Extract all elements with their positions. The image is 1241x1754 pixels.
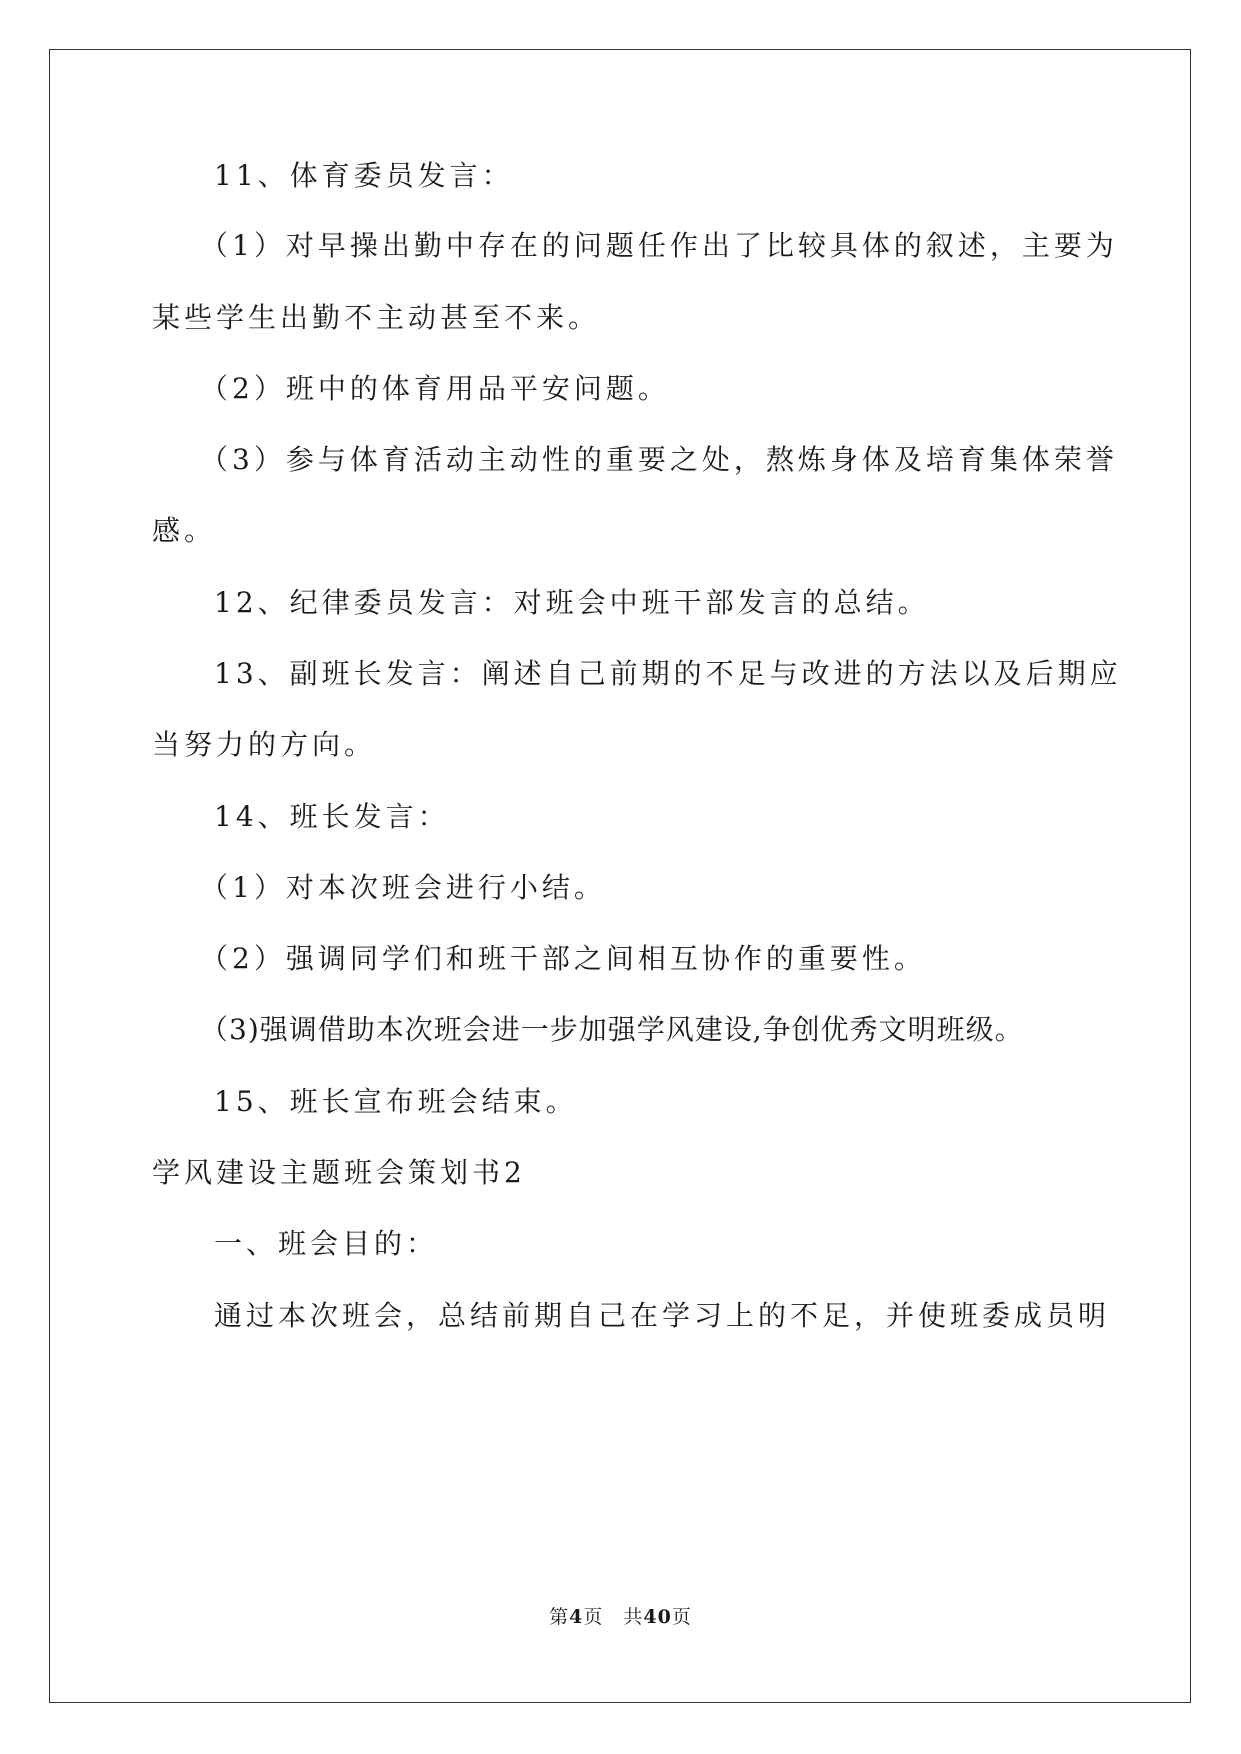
section-title: 学风建设主题班会策划书2 xyxy=(152,1156,526,1189)
footer-prefix: 第 xyxy=(549,1606,570,1628)
paragraph-purpose: 通过本次班会，总结前期自己在学习上的不足，并使班委成员明 xyxy=(214,1299,1111,1332)
item-12: 12、纪律委员发言：对班会中班干部发言的总结。 xyxy=(214,586,930,619)
item-13-line-2: 当努力的方向。 xyxy=(152,728,377,761)
item-15: 15、班长宣布班会结束。 xyxy=(214,1085,578,1118)
item-11-3-line-2: 感。 xyxy=(152,514,217,547)
footer-suffix: 页 xyxy=(671,1606,692,1628)
footer-total-pages: 40 xyxy=(643,1606,672,1628)
footer-page-number: 4 xyxy=(569,1606,584,1628)
item-14: 14、班长发言： xyxy=(214,800,450,833)
item-14-1: （1）对本次班会进行小结。 xyxy=(200,871,606,904)
page-footer xyxy=(0,1605,1241,1629)
item-11-1-line-2: 某些学生出勤不主动甚至不来。 xyxy=(152,301,601,334)
item-14-3: （3)强调借助本次班会进一步加强学风建设,争创优秀文明班级。 xyxy=(200,1013,1024,1046)
item-11: 11、体育委员发言： xyxy=(214,159,514,192)
item-11-2: （2）班中的体育用品平安问题。 xyxy=(200,372,670,405)
item-13-line-1: 13、副班长发言：阐述自己前期的不足与改进的方法以及后期应 xyxy=(214,657,1122,690)
item-11-1-line-1: （1）对早操出勤中存在的问题任作出了比较具体的叙述，主要为 xyxy=(200,229,1118,262)
section-heading-1: 一、班会目的： xyxy=(214,1227,439,1260)
item-11-3-line-1: （3）参与体育活动主动性的重要之处，熬炼身体及培育集体荣誉 xyxy=(200,443,1118,476)
footer-mid: 页 共 xyxy=(583,1606,644,1628)
item-14-2: （2）强调同学们和班干部之间相互协作的重要性。 xyxy=(200,942,926,975)
